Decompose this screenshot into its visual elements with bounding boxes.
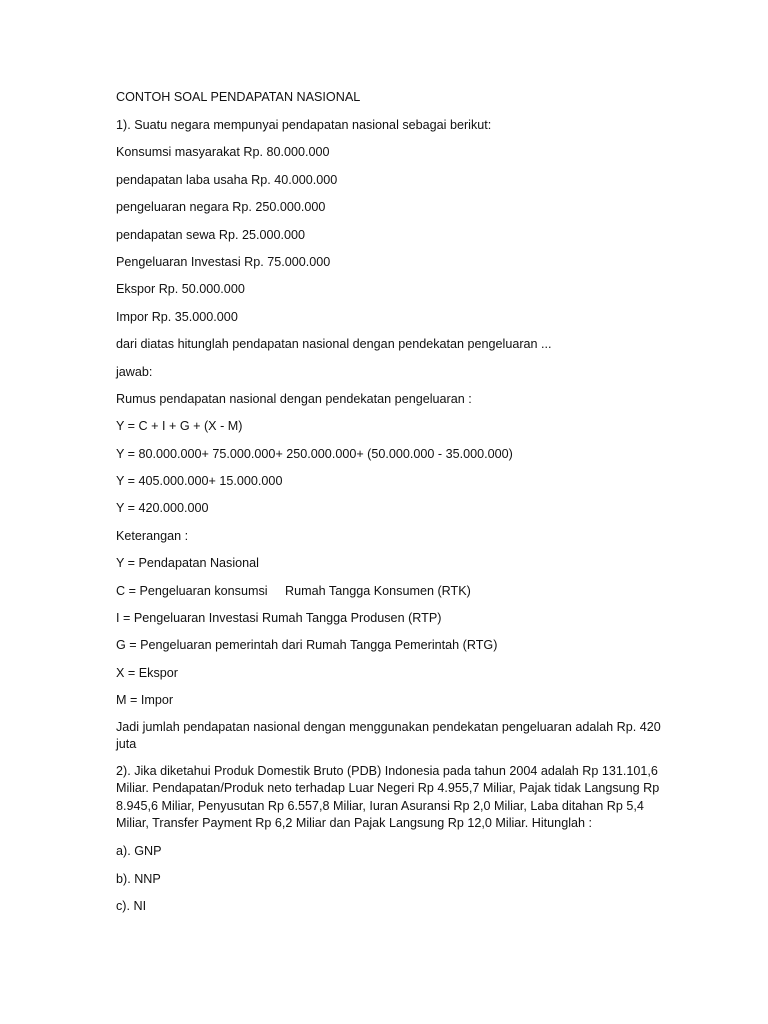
question1-item: pendapatan sewa Rp. 25.000.000: [116, 227, 306, 242]
question1-item: Pengeluaran Investasi Rp. 75.000.000: [116, 254, 331, 269]
question1-item: Impor Rp. 35.000.000: [116, 309, 238, 324]
notes-label: Keterangan :: [116, 528, 189, 543]
question1-item: Ekspor Rp. 50.000.000: [116, 282, 245, 297]
document-title: CONTOH SOAL PENDAPATAN NASIONAL: [116, 90, 361, 104]
question1-conclusion: Jadi jumlah pendapatan nasional dengan menggunakan pendekatan pengeluaran adalah Rp. 420 juta: [116, 719, 661, 752]
note-item: C = Pengeluaran konsumsi Rumah Tangga Konsumen (RTK): [116, 583, 471, 598]
note-item: M = Impor: [116, 693, 174, 708]
formula-label: Rumus pendapatan nasional dengan pendekatan pengeluaran :: [116, 391, 472, 406]
note-item: Y = Pendapatan Nasional: [116, 556, 259, 571]
note-item: I = Pengeluaran Investasi Rumah Tangga Produsen (RTP): [116, 611, 442, 626]
answer-label: jawab:: [116, 364, 153, 379]
formula-step: Y = 420.000.000: [116, 501, 209, 516]
formula-step: Y = 80.000.000+ 75.000.000+ 250.000.000+ (50.000.000 - 35.000.000): [116, 446, 513, 461]
document-body: [116, 88, 676, 925]
question1-item: pengeluaran negara Rp. 250.000.000: [116, 200, 326, 215]
question1-prompt: dari diatas hitunglah pendapatan nasional dengan pendekatan pengeluaran ...: [116, 337, 552, 352]
question1-item: pendapatan laba usaha Rp. 40.000.000: [116, 172, 338, 187]
question1-item: Konsumsi masyarakat Rp. 80.000.000: [116, 145, 330, 160]
question2-text: 2). Jika diketahui Produk Domestik Bruto (PDB) Indonesia pada tahun 2004 adalah Rp 131.101,6 Miliar. Pendapatan/Produk neto terhadap Luar Negeri Rp 4.955,7 Miliar, Pajak tidak Langsung Rp 8.945,6 Miliar, Penyusutan Rp 6.557,8 Miliar, Iuran Asuransi Rp 2,0 Miliar, Laba ditahan Rp 5,4 Miliar, Transfer Payment Rp 6,2 Miliar dan Pajak Langsung Rp 12,0 Miliar. Hitunglah :: [116, 763, 660, 831]
question2-part: b). NNP: [116, 871, 161, 886]
note-item: X = Ekspor: [116, 665, 178, 680]
formula-step: Y = C + I + G + (X - M): [116, 419, 243, 434]
question2-part: a). GNP: [116, 844, 162, 859]
question1-intro: 1). Suatu negara mempunyai pendapatan nasional sebagai berikut:: [116, 118, 492, 132]
note-item: G = Pengeluaran pemerintah dari Rumah Tangga Pemerintah (RTG): [116, 638, 498, 653]
question2-part: c). NI: [116, 899, 147, 914]
formula-step: Y = 405.000.000+ 15.000.000: [116, 474, 283, 489]
